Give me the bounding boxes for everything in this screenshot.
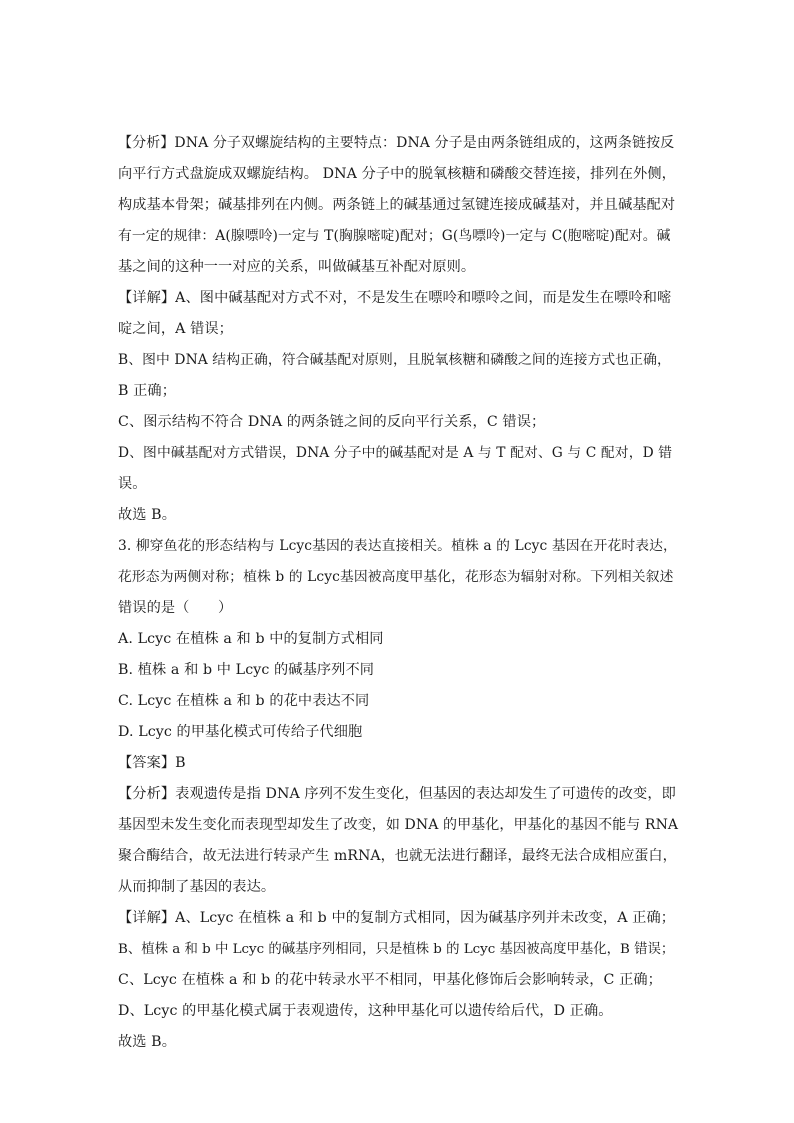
analysis-2-line-2: 基因型未发生变化而表现型却发生了改变，如 DNA 的甲基化，甲基化的基因不能与 RNA (118, 817, 679, 833)
analysis-line-5: 基之间的这种一一对应的关系，叫做碱基互补配对原则。 (118, 259, 476, 275)
analysis-2-line-3: 聚合酶结合，故无法进行转录产生 mRNA，也就无法进行翻译，最终无法合成相应蛋白， (118, 848, 677, 864)
explanation-line-3: B、图中 DNA 结构正确，符合碱基配对原则，且脱氧核糖和磷酸之间的连接方式也正确， (118, 352, 671, 368)
explanation-line-4: B 正确； (118, 383, 176, 399)
document-page (118, 128, 678, 1058)
option-c: C. Lcyc 在植株 a 和 b 的花中表达不同 (118, 693, 370, 709)
question-3-line-3: 错误的是（ ） (118, 600, 233, 616)
option-d: D. Lcyc 的甲基化模式可传给子代细胞 (118, 724, 363, 740)
conclusion-2-line: 故选 B。 (118, 1034, 176, 1050)
explanation-2-line-1: 【详解】A、Lcyc 在植株 a 和 b 中的复制方式相同，因为碱基序列并未改变，A 正确； (118, 910, 676, 926)
explanation-line-2: 啶之间，A 错误； (118, 321, 233, 337)
analysis-line-3: 构成基本骨架；碱基排列在内侧。两条链上的碱基通过氢键连接成碱基对，并且碱基配对 (118, 197, 676, 213)
explanation-line-7: 误。 (118, 476, 147, 492)
conclusion-line: 故选 B。 (118, 507, 176, 523)
analysis-2-line-4: 从而抑制了基因的表达。 (118, 879, 276, 895)
explanation-line-6: D、图中碱基配对方式错误，DNA 分子中的碱基配对是 A 与 T 配对、G 与 C 配对，D 错 (118, 445, 673, 461)
question-3-line-2: 花形态为两侧对称；植株 b 的 Lcyc基因被高度甲基化，花形态为辐射对称。下列相关叙述 (118, 569, 674, 585)
explanation-2-line-2: B、植株 a 和 b 中 Lcyc 的碱基序列相同，只是植株 b 的 Lcyc 基因被高度甲基化，B 错误； (118, 942, 675, 957)
question-3-line-1: 3. 柳穿鱼花的形态结构与 Lcyc基因的表达直接相关。植株 a 的 Lcyc 基因在开花时表达， (118, 538, 677, 554)
explanation-line-1: 【详解】A、图中碱基配对方式不对，不是发生在嘌呤和嘌呤之间，而是发生在嘌呤和嘧 (118, 290, 672, 306)
explanation-2-line-4: D、Lcyc 的甲基化模式属于表观遗传，这种甲基化可以遗传给后代，D 正确。 (118, 1003, 613, 1019)
explanation-2-line-3: C、Lcyc 在植株 a 和 b 的花中转录水平不相同，甲基化修饰后会影响转录，C 正确； (118, 972, 662, 988)
option-b: B. 植株 a 和 b 中 Lcyc 的碱基序列不同 (118, 662, 375, 678)
analysis-line-1: 【分析】DNA 分子双螺旋结构的主要特点：DNA 分子是由两条链组成的，这两条链按反 (118, 135, 675, 151)
analysis-2-line-1: 【分析】表观遗传是指 DNA 序列不发生变化，但基因的表达却发生了可遗传的改变，即 (118, 786, 676, 802)
analysis-line-2: 向平行方式盘旋成双螺旋结构。 DNA 分子中的脱氧核糖和磷酸交替连接，排列在外侧， (118, 166, 676, 182)
answer-line: 【答案】B (118, 755, 186, 771)
option-a: A. Lcyc 在植株 a 和 b 中的复制方式相同 (118, 631, 384, 647)
analysis-line-4: 有一定的规律：A(腺嘌呤)一定与 T(胸腺嘧啶)配对；G(鸟嘌呤)一定与 C(胞嘧啶)配对。碱 (118, 228, 671, 244)
explanation-line-5: C、图示结构不符合 DNA 的两条链之间的反向平行关系，C 错误； (118, 414, 546, 430)
